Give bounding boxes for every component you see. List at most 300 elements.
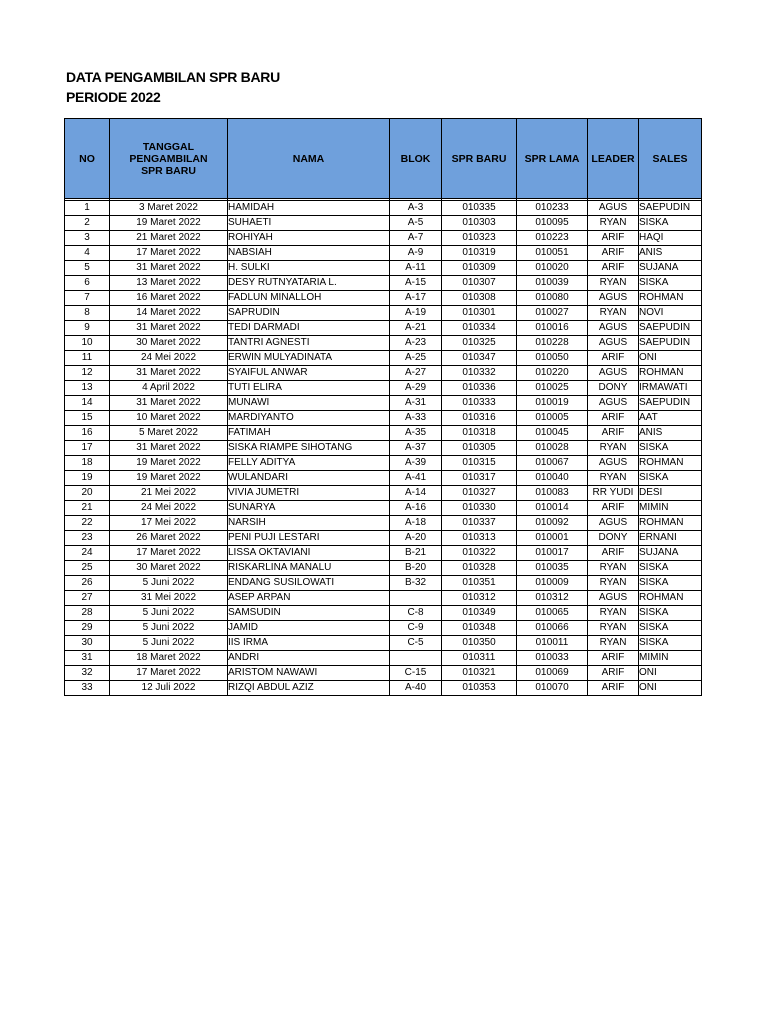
- cell-tanggal: 5 Juni 2022: [110, 621, 228, 636]
- table-row: [65, 321, 702, 336]
- cell-spr-baru: 010322: [442, 546, 517, 561]
- cell-leader: AGUS: [588, 291, 639, 306]
- cell-nama: MUNAWI: [228, 396, 390, 411]
- cell-spr-lama: 010033: [517, 651, 588, 666]
- cell-nama: ERWIN MULYADINATA: [228, 351, 390, 366]
- table-row: [65, 411, 702, 426]
- cell-no: 31: [65, 651, 110, 666]
- cell-no: 21: [65, 501, 110, 516]
- cell-blok: A-40: [390, 681, 442, 696]
- cell-nama: SYAIFUL ANWAR: [228, 366, 390, 381]
- cell-tanggal: 10 Maret 2022: [110, 411, 228, 426]
- cell-tanggal: 17 Maret 2022: [110, 546, 228, 561]
- cell-spr-lama: 010025: [517, 381, 588, 396]
- cell-blok: C-8: [390, 606, 442, 621]
- cell-tanggal: 18 Maret 2022: [110, 651, 228, 666]
- table-row: [65, 591, 702, 606]
- cell-blok: A-31: [390, 396, 442, 411]
- cell-no: 19: [65, 471, 110, 486]
- cell-sales: MIMIN: [639, 651, 702, 666]
- table-row: [65, 531, 702, 546]
- cell-nama: MARDIYANTO: [228, 411, 390, 426]
- cell-no: 11: [65, 351, 110, 366]
- table-row: [65, 246, 702, 261]
- cell-spr-baru: 010305: [442, 441, 517, 456]
- cell-no: 25: [65, 561, 110, 576]
- table-row: [65, 336, 702, 351]
- cell-spr-lama: 010016: [517, 321, 588, 336]
- cell-no: 33: [65, 681, 110, 696]
- cell-sales: SISKA: [639, 621, 702, 636]
- table-row: [65, 621, 702, 636]
- cell-sales: SISKA: [639, 471, 702, 486]
- table-row: [65, 366, 702, 381]
- cell-no: 14: [65, 396, 110, 411]
- cell-blok: A-20: [390, 531, 442, 546]
- cell-blok: A-19: [390, 306, 442, 321]
- cell-spr-lama: 010233: [517, 201, 588, 216]
- cell-nama: SUNARYA: [228, 501, 390, 516]
- cell-spr-lama: 010220: [517, 366, 588, 381]
- cell-nama: FATIMAH: [228, 426, 390, 441]
- cell-spr-lama: 010070: [517, 681, 588, 696]
- cell-tanggal: 30 Maret 2022: [110, 336, 228, 351]
- cell-leader: AGUS: [588, 201, 639, 216]
- cell-nama: SAPRUDIN: [228, 306, 390, 321]
- cell-spr-baru: 010317: [442, 471, 517, 486]
- cell-spr-baru: 010350: [442, 636, 517, 651]
- cell-blok: A-25: [390, 351, 442, 366]
- cell-nama: ANDRI: [228, 651, 390, 666]
- table-row: [65, 381, 702, 396]
- cell-leader: RYAN: [588, 216, 639, 231]
- table-row: [65, 216, 702, 231]
- cell-blok: B-21: [390, 546, 442, 561]
- cell-spr-lama: 010051: [517, 246, 588, 261]
- table-row: [65, 486, 702, 501]
- table-row: [65, 456, 702, 471]
- cell-spr-baru: 010337: [442, 516, 517, 531]
- cell-spr-baru: 010332: [442, 366, 517, 381]
- table-row: [65, 276, 702, 291]
- cell-leader: RYAN: [588, 471, 639, 486]
- cell-sales: SISKA: [639, 216, 702, 231]
- cell-spr-lama: 010011: [517, 636, 588, 651]
- cell-sales: ROHMAN: [639, 516, 702, 531]
- document-period: PERIODE 2022: [66, 89, 161, 105]
- cell-leader: AGUS: [588, 396, 639, 411]
- cell-nama: RISKARLINA MANALU: [228, 561, 390, 576]
- cell-leader: RYAN: [588, 561, 639, 576]
- table-row: [65, 441, 702, 456]
- cell-no: 30: [65, 636, 110, 651]
- column-header-leader: LEADER: [588, 119, 639, 199]
- cell-nama: PENI PUJI LESTARI: [228, 531, 390, 546]
- document-title: DATA PENGAMBILAN SPR BARU: [66, 69, 280, 85]
- column-header-blok: BLOK: [390, 119, 442, 199]
- table-body: [65, 199, 702, 696]
- table-row: [65, 576, 702, 591]
- cell-sales: SAEPUDIN: [639, 336, 702, 351]
- cell-nama: WULANDARI: [228, 471, 390, 486]
- table-row: [65, 501, 702, 516]
- cell-spr-lama: 010066: [517, 621, 588, 636]
- cell-no: 7: [65, 291, 110, 306]
- cell-no: 29: [65, 621, 110, 636]
- cell-spr-baru: 010319: [442, 246, 517, 261]
- cell-blok: A-9: [390, 246, 442, 261]
- cell-tanggal: 5 Juni 2022: [110, 606, 228, 621]
- cell-nama: FADLUN MINALLOH: [228, 291, 390, 306]
- column-header-tanggal: TANGGAL PENGAMBILAN SPR BARU: [110, 119, 228, 199]
- cell-sales: DESI: [639, 486, 702, 501]
- cell-spr-lama: 010035: [517, 561, 588, 576]
- cell-blok: A-35: [390, 426, 442, 441]
- cell-no: 2: [65, 216, 110, 231]
- table-row: [65, 561, 702, 576]
- cell-leader: RYAN: [588, 606, 639, 621]
- cell-nama: TEDI DARMADI: [228, 321, 390, 336]
- cell-nama: ARISTOM NAWAWI: [228, 666, 390, 681]
- cell-spr-lama: 010001: [517, 531, 588, 546]
- cell-tanggal: 4 April 2022: [110, 381, 228, 396]
- table-row: [65, 291, 702, 306]
- cell-blok: A-18: [390, 516, 442, 531]
- cell-spr-baru: 010351: [442, 576, 517, 591]
- cell-spr-baru: 010318: [442, 426, 517, 441]
- cell-blok: A-16: [390, 501, 442, 516]
- cell-spr-baru: 010323: [442, 231, 517, 246]
- cell-no: 17: [65, 441, 110, 456]
- table-row: [65, 651, 702, 666]
- cell-tanggal: 26 Maret 2022: [110, 531, 228, 546]
- cell-blok: C-15: [390, 666, 442, 681]
- cell-tanggal: 19 Maret 2022: [110, 471, 228, 486]
- cell-spr-lama: 010092: [517, 516, 588, 531]
- cell-leader: ARIF: [588, 666, 639, 681]
- cell-spr-baru: 010313: [442, 531, 517, 546]
- cell-tanggal: 30 Maret 2022: [110, 561, 228, 576]
- cell-spr-lama: 010223: [517, 231, 588, 246]
- table-row: [65, 546, 702, 561]
- cell-sales: ROHMAN: [639, 456, 702, 471]
- cell-leader: ARIF: [588, 231, 639, 246]
- column-header-spr-baru: SPR BARU: [442, 119, 517, 199]
- cell-nama: H. SULKI: [228, 261, 390, 276]
- column-header-spr-lama: SPR LAMA: [517, 119, 588, 199]
- cell-nama: SISKA RIAMPE SIHOTANG: [228, 441, 390, 456]
- cell-sales: SISKA: [639, 576, 702, 591]
- cell-sales: IRMAWATI: [639, 381, 702, 396]
- cell-sales: ONI: [639, 681, 702, 696]
- cell-no: 16: [65, 426, 110, 441]
- cell-no: 1: [65, 201, 110, 216]
- cell-leader: RYAN: [588, 441, 639, 456]
- cell-spr-baru: 010349: [442, 606, 517, 621]
- cell-leader: RYAN: [588, 636, 639, 651]
- cell-blok: A-29: [390, 381, 442, 396]
- cell-blok: C-5: [390, 636, 442, 651]
- cell-no: 15: [65, 411, 110, 426]
- cell-no: 24: [65, 546, 110, 561]
- cell-spr-baru: 010330: [442, 501, 517, 516]
- cell-sales: ROHMAN: [639, 291, 702, 306]
- cell-tanggal: 19 Maret 2022: [110, 216, 228, 231]
- cell-sales: ERNANI: [639, 531, 702, 546]
- cell-nama: NABSIAH: [228, 246, 390, 261]
- cell-no: 6: [65, 276, 110, 291]
- cell-tanggal: 19 Maret 2022: [110, 456, 228, 471]
- table-row: [65, 666, 702, 681]
- cell-sales: SAEPUDIN: [639, 321, 702, 336]
- table-row: [65, 306, 702, 321]
- cell-tanggal: 5 Juni 2022: [110, 576, 228, 591]
- cell-spr-lama: 010050: [517, 351, 588, 366]
- cell-nama: FELLY ADITYA: [228, 456, 390, 471]
- column-header-nama: NAMA: [228, 119, 390, 199]
- cell-no: 32: [65, 666, 110, 681]
- cell-tanggal: 17 Mei 2022: [110, 516, 228, 531]
- cell-no: 10: [65, 336, 110, 351]
- cell-tanggal: 31 Mei 2022: [110, 591, 228, 606]
- cell-leader: AGUS: [588, 516, 639, 531]
- table-row: [65, 396, 702, 411]
- cell-tanggal: 24 Mei 2022: [110, 351, 228, 366]
- table-row: [65, 471, 702, 486]
- cell-spr-lama: 010027: [517, 306, 588, 321]
- cell-spr-baru: 010307: [442, 276, 517, 291]
- cell-sales: ANIS: [639, 246, 702, 261]
- cell-spr-baru: 010333: [442, 396, 517, 411]
- cell-nama: DESY RUTNYATARIA L.: [228, 276, 390, 291]
- cell-no: 8: [65, 306, 110, 321]
- cell-sales: SISKA: [639, 276, 702, 291]
- cell-tanggal: 3 Maret 2022: [110, 201, 228, 216]
- cell-tanggal: 5 Juni 2022: [110, 636, 228, 651]
- table-row: [65, 426, 702, 441]
- cell-tanggal: 31 Maret 2022: [110, 441, 228, 456]
- cell-spr-baru: 010301: [442, 306, 517, 321]
- cell-spr-baru: 010327: [442, 486, 517, 501]
- cell-sales: SAEPUDIN: [639, 201, 702, 216]
- cell-no: 20: [65, 486, 110, 501]
- cell-nama: HAMIDAH: [228, 201, 390, 216]
- cell-sales: ONI: [639, 351, 702, 366]
- table-row: [65, 606, 702, 621]
- cell-sales: NOVI: [639, 306, 702, 321]
- cell-nama: SUHAETI: [228, 216, 390, 231]
- cell-leader: ARIF: [588, 681, 639, 696]
- cell-leader: ARIF: [588, 546, 639, 561]
- cell-leader: ARIF: [588, 261, 639, 276]
- cell-spr-lama: 010080: [517, 291, 588, 306]
- cell-blok: A-5: [390, 216, 442, 231]
- cell-nama: TUTI ELIRA: [228, 381, 390, 396]
- cell-leader: DONY: [588, 531, 639, 546]
- cell-spr-baru: 010353: [442, 681, 517, 696]
- cell-spr-lama: 010028: [517, 441, 588, 456]
- cell-leader: AGUS: [588, 591, 639, 606]
- cell-no: 5: [65, 261, 110, 276]
- cell-nama: JAMID: [228, 621, 390, 636]
- cell-sales: AAT: [639, 411, 702, 426]
- cell-sales: SAEPUDIN: [639, 396, 702, 411]
- cell-leader: AGUS: [588, 336, 639, 351]
- cell-no: 18: [65, 456, 110, 471]
- cell-nama: ROHIYAH: [228, 231, 390, 246]
- cell-blok: [390, 591, 442, 606]
- cell-nama: TANTRI AGNESTI: [228, 336, 390, 351]
- cell-blok: A-23: [390, 336, 442, 351]
- cell-no: 3: [65, 231, 110, 246]
- cell-spr-baru: 010321: [442, 666, 517, 681]
- cell-tanggal: 21 Mei 2022: [110, 486, 228, 501]
- cell-tanggal: 31 Maret 2022: [110, 396, 228, 411]
- cell-leader: ARIF: [588, 246, 639, 261]
- cell-spr-baru: 010311: [442, 651, 517, 666]
- cell-leader: AGUS: [588, 456, 639, 471]
- table-row: [65, 231, 702, 246]
- cell-spr-lama: 010228: [517, 336, 588, 351]
- cell-leader: RR YUDI: [588, 486, 639, 501]
- cell-leader: ARIF: [588, 411, 639, 426]
- cell-leader: ARIF: [588, 351, 639, 366]
- cell-blok: A-3: [390, 201, 442, 216]
- cell-no: 26: [65, 576, 110, 591]
- cell-sales: ROHMAN: [639, 591, 702, 606]
- cell-blok: A-11: [390, 261, 442, 276]
- cell-no: 9: [65, 321, 110, 336]
- table-row: [65, 351, 702, 366]
- cell-spr-baru: 010303: [442, 216, 517, 231]
- cell-spr-lama: 010040: [517, 471, 588, 486]
- cell-spr-baru: 010335: [442, 201, 517, 216]
- cell-blok: A-39: [390, 456, 442, 471]
- cell-sales: SISKA: [639, 606, 702, 621]
- cell-blok: A-33: [390, 411, 442, 426]
- cell-nama: ASEP ARPAN: [228, 591, 390, 606]
- cell-blok: [390, 651, 442, 666]
- cell-blok: A-7: [390, 231, 442, 246]
- cell-tanggal: 24 Mei 2022: [110, 501, 228, 516]
- cell-blok: B-32: [390, 576, 442, 591]
- cell-spr-lama: 010312: [517, 591, 588, 606]
- cell-nama: NARSIH: [228, 516, 390, 531]
- table-row: [65, 636, 702, 651]
- cell-sales: SISKA: [639, 636, 702, 651]
- cell-leader: RYAN: [588, 276, 639, 291]
- cell-nama: RIZQI ABDUL AZIZ: [228, 681, 390, 696]
- cell-spr-baru: 010334: [442, 321, 517, 336]
- cell-spr-lama: 010095: [517, 216, 588, 231]
- cell-spr-baru: 010309: [442, 261, 517, 276]
- cell-sales: ROHMAN: [639, 366, 702, 381]
- cell-leader: ARIF: [588, 501, 639, 516]
- cell-leader: ARIF: [588, 426, 639, 441]
- cell-spr-lama: 010069: [517, 666, 588, 681]
- cell-spr-lama: 010039: [517, 276, 588, 291]
- cell-tanggal: 31 Maret 2022: [110, 321, 228, 336]
- cell-leader: RYAN: [588, 576, 639, 591]
- cell-spr-baru: 010328: [442, 561, 517, 576]
- table-row: [65, 261, 702, 276]
- cell-no: 13: [65, 381, 110, 396]
- cell-leader: RYAN: [588, 306, 639, 321]
- document-heading: [66, 67, 280, 107]
- cell-sales: SISKA: [639, 561, 702, 576]
- table-row: [65, 201, 702, 216]
- column-header-sales: SALES: [639, 119, 702, 199]
- cell-tanggal: 31 Maret 2022: [110, 261, 228, 276]
- cell-leader: RYAN: [588, 621, 639, 636]
- cell-sales: ONI: [639, 666, 702, 681]
- cell-spr-baru: 010347: [442, 351, 517, 366]
- cell-spr-baru: 010308: [442, 291, 517, 306]
- cell-blok: A-27: [390, 366, 442, 381]
- cell-no: 22: [65, 516, 110, 531]
- cell-blok: A-17: [390, 291, 442, 306]
- cell-spr-lama: 010067: [517, 456, 588, 471]
- cell-spr-lama: 010009: [517, 576, 588, 591]
- cell-leader: DONY: [588, 381, 639, 396]
- cell-tanggal: 17 Maret 2022: [110, 246, 228, 261]
- cell-sales: HAQI: [639, 231, 702, 246]
- cell-no: 4: [65, 246, 110, 261]
- cell-no: 12: [65, 366, 110, 381]
- cell-spr-baru: 010325: [442, 336, 517, 351]
- cell-blok: A-21: [390, 321, 442, 336]
- cell-blok: B-20: [390, 561, 442, 576]
- cell-spr-lama: 010045: [517, 426, 588, 441]
- cell-tanggal: 21 Maret 2022: [110, 231, 228, 246]
- spr-data-table: [64, 118, 702, 696]
- cell-spr-baru: 010348: [442, 621, 517, 636]
- cell-nama: IIS IRMA: [228, 636, 390, 651]
- cell-no: 27: [65, 591, 110, 606]
- cell-spr-baru: 010315: [442, 456, 517, 471]
- cell-spr-baru: 010316: [442, 411, 517, 426]
- cell-spr-lama: 010065: [517, 606, 588, 621]
- cell-sales: ANIS: [639, 426, 702, 441]
- cell-tanggal: 17 Maret 2022: [110, 666, 228, 681]
- cell-nama: ENDANG SUSILOWATI: [228, 576, 390, 591]
- cell-blok: A-37: [390, 441, 442, 456]
- cell-spr-lama: 010017: [517, 546, 588, 561]
- cell-tanggal: 12 Juli 2022: [110, 681, 228, 696]
- cell-tanggal: 31 Maret 2022: [110, 366, 228, 381]
- cell-blok: C-9: [390, 621, 442, 636]
- cell-leader: ARIF: [588, 651, 639, 666]
- cell-spr-baru: 010336: [442, 381, 517, 396]
- cell-nama: SAMSUDIN: [228, 606, 390, 621]
- cell-sales: SUJANA: [639, 261, 702, 276]
- cell-spr-lama: 010083: [517, 486, 588, 501]
- cell-blok: A-41: [390, 471, 442, 486]
- table-header-row: [65, 119, 702, 199]
- cell-tanggal: 14 Maret 2022: [110, 306, 228, 321]
- cell-nama: LISSA OKTAVIANI: [228, 546, 390, 561]
- cell-spr-baru: 010312: [442, 591, 517, 606]
- cell-tanggal: 13 Maret 2022: [110, 276, 228, 291]
- cell-spr-lama: 010019: [517, 396, 588, 411]
- cell-tanggal: 5 Maret 2022: [110, 426, 228, 441]
- cell-blok: A-15: [390, 276, 442, 291]
- table-row: [65, 681, 702, 696]
- cell-blok: A-14: [390, 486, 442, 501]
- cell-tanggal: 16 Maret 2022: [110, 291, 228, 306]
- cell-spr-lama: 010014: [517, 501, 588, 516]
- column-header-no: NO: [65, 119, 110, 199]
